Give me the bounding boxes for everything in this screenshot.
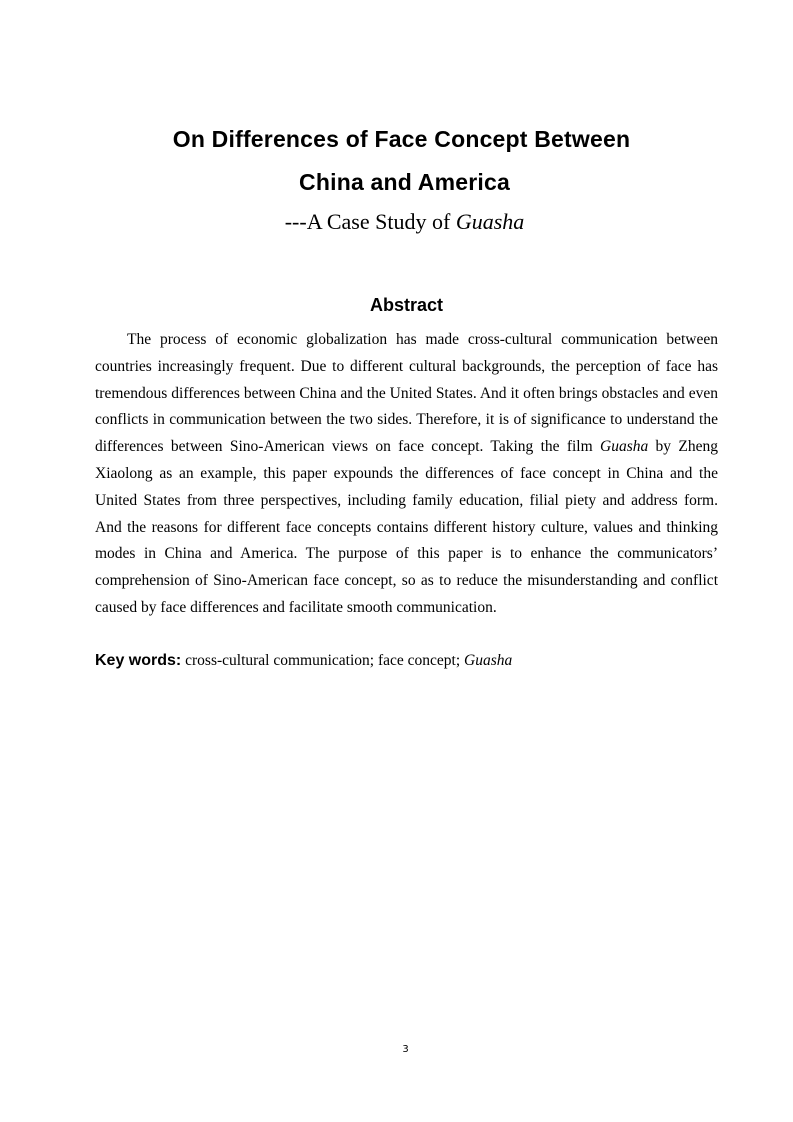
subtitle-film-name: Guasha — [455, 209, 525, 234]
abstract-heading: Abstract — [369, 295, 444, 315]
abstract-paragraph — [95, 327, 718, 622]
page-number: 3 — [402, 1044, 409, 1055]
keywords-label: Key words: — [95, 652, 182, 669]
abstract-body — [95, 327, 718, 622]
abstract-text-part-2: by Zheng Xiaolong as an example, this paper expounds the differences of face concept in China and the United States from three perspectives, including family education, filial piety and address form. And the reasons for different face concepts contains different history culture, values and thinking modes in China and America. The purpose of this paper is to enhance the communicators’ comprehension of Sino-American face concept, so as to reduce the misunderstanding and conflict caused by face differences and facilitate smooth communication. — [95, 438, 718, 616]
abstract-film-name: Guasha — [600, 438, 649, 456]
keywords-film-name: Guasha — [464, 652, 513, 669]
abstract-text-part-1: The process of economic globalization has made cross-cultural communication between countries increasingly frequent. Due to different cultural backgrounds, the perception of face has tremendous differences between China and the United States. And it often brings obstacles and even conflicts in communication between the two sides. Therefore, it is of significance to understand the differences between Sino-American views on face concept. Taking the film — [95, 331, 718, 456]
paper-title-line-2: China and America — [299, 169, 510, 195]
subtitle-prefix: ---A Case Study of — [284, 209, 456, 234]
paper-title-line-1: On Differences of Face Concept Between — [172, 126, 631, 152]
keywords-line — [95, 649, 718, 673]
paper-subtitle — [8, 207, 793, 237]
keywords-text: cross-cultural communication; face concept; — [181, 652, 465, 669]
